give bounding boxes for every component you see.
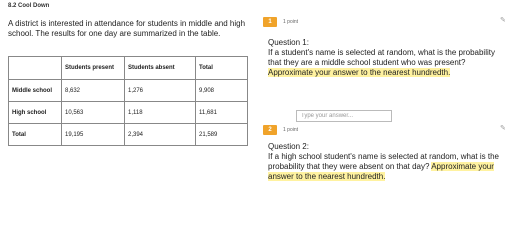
- answer-instruction: Approximate your answer to the nearest hundredth.: [268, 162, 494, 181]
- page-title: 8.2 Cool Down: [8, 3, 50, 9]
- table-cell: 19,195: [62, 124, 125, 146]
- answer-instruction: Approximate your answer to the nearest hundredth.: [268, 68, 451, 77]
- table-cell: 9,908: [196, 80, 248, 102]
- table-header-cell: Students present: [62, 57, 125, 80]
- question-text: [268, 48, 508, 78]
- table-cell: Total: [9, 124, 62, 146]
- problem-intro: A district is interested in attendance for students in middle and high school. The results for one day are summarized in the table.: [8, 19, 246, 38]
- table-header-cell: Total: [196, 57, 248, 80]
- answer-input[interactable]: [296, 110, 392, 122]
- attendance-table: [8, 56, 248, 146]
- table-header-row: [9, 57, 248, 80]
- table-cell: 1,118: [125, 102, 196, 124]
- question-number-badge: 2: [263, 125, 277, 135]
- points-label: 1 point: [283, 127, 299, 133]
- pencil-icon[interactable]: ✎: [500, 17, 506, 24]
- table-cell: Middle school: [9, 80, 62, 102]
- table-cell: 10,563: [62, 102, 125, 124]
- question-body: If a high school student's name is selected at random, what is the probability that they were absent on that day?: [268, 152, 499, 171]
- table-row: [9, 80, 248, 102]
- table-cell: 1,276: [125, 80, 196, 102]
- points-label: 1 point: [283, 19, 299, 25]
- table-header-cell: [9, 57, 62, 80]
- question-number-badge: 1: [263, 17, 277, 27]
- table-cell: High school: [9, 102, 62, 124]
- question-body: If a student's name is selected at random, what is the probability that they are a middle school student who was present?: [268, 48, 495, 67]
- pencil-icon[interactable]: ✎: [500, 125, 506, 132]
- table-cell: 11,681: [196, 102, 248, 124]
- question-title: Question 2:: [268, 142, 309, 151]
- question-title: Question 1:: [268, 38, 309, 47]
- table-row: [9, 124, 248, 146]
- table-cell: 2,394: [125, 124, 196, 146]
- table-cell: 8,632: [62, 80, 125, 102]
- table-header-cell: Students absent: [125, 57, 196, 80]
- table-cell: 21,589: [196, 124, 248, 146]
- question-text: [268, 152, 508, 182]
- table-row: [9, 102, 248, 124]
